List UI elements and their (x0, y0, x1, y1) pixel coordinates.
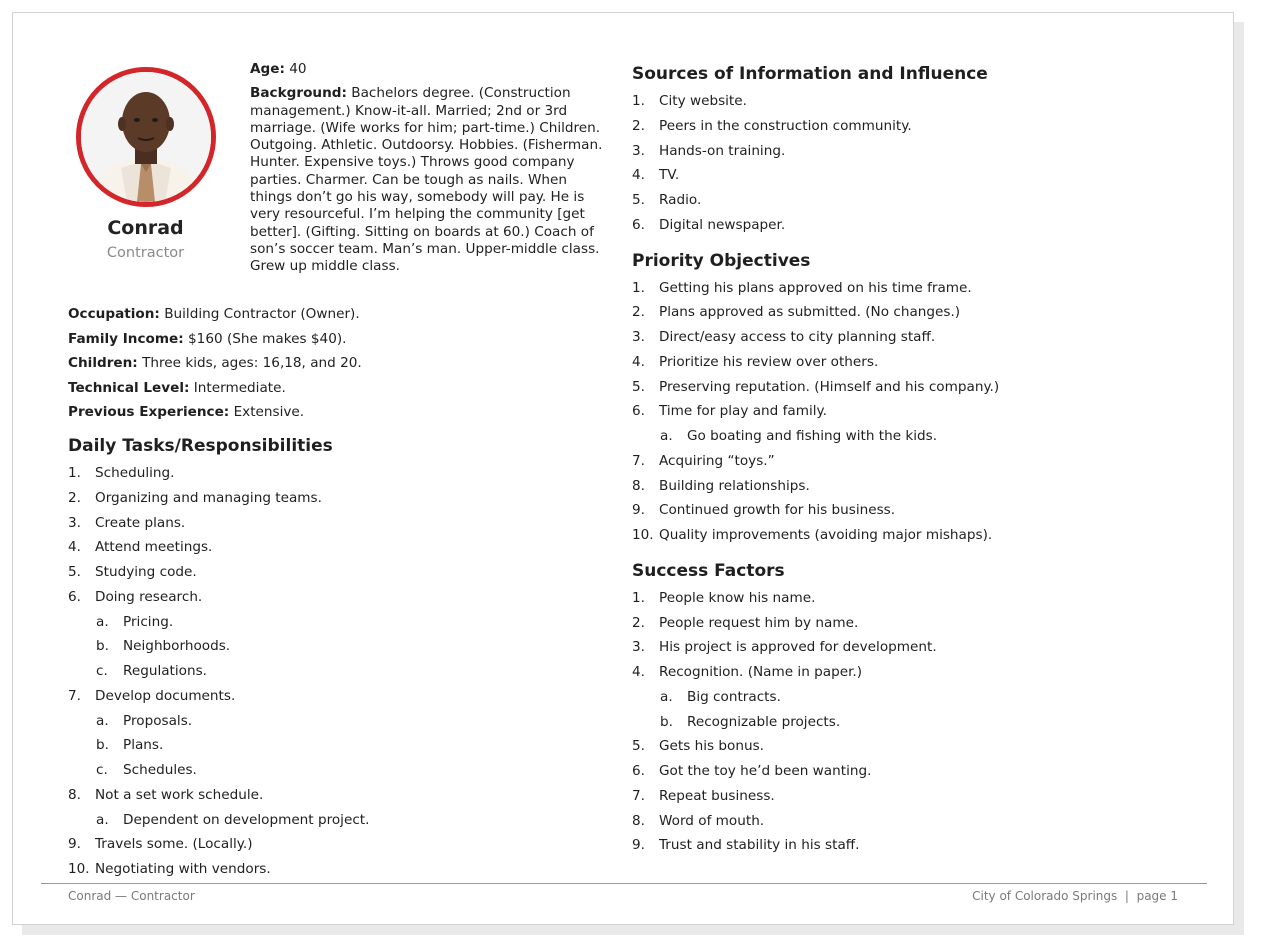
list-item-number: c. (96, 762, 108, 778)
person-photo-icon (76, 67, 216, 207)
list-item (68, 513, 608, 538)
list-item-text: Getting his plans approved on his time frame. (659, 279, 972, 296)
list-item-number: 3. (632, 329, 645, 345)
list-item (632, 278, 1192, 303)
fact-label: Previous Experience: (68, 404, 230, 421)
objectives-section (632, 248, 1192, 550)
list-item-number: 5. (632, 192, 645, 208)
list-item (632, 687, 1192, 712)
list-item-number: c. (96, 663, 108, 679)
list-item-text: Not a set work schedule. (95, 786, 264, 803)
list-item (632, 215, 1192, 240)
list-item (632, 761, 1192, 786)
list-item-text: Building relationships. (659, 477, 810, 494)
list-item (632, 476, 1192, 501)
list-item-text: Schedules. (123, 762, 197, 778)
list-item-number: 10. (632, 527, 654, 543)
success-title: Success Factors (632, 560, 785, 581)
list-item (632, 712, 1192, 737)
list-item-text: Attend meetings. (95, 539, 213, 556)
list-item (632, 588, 1192, 613)
list-item-text: Digital newspaper. (659, 216, 786, 233)
list-item-number: a. (660, 428, 673, 444)
list-item (68, 587, 608, 612)
fact-label: Occupation: (68, 306, 160, 322)
list-item-number: 6. (632, 763, 645, 779)
objectives-title: Priority Objectives (632, 250, 811, 271)
list-item-number: b. (660, 713, 673, 730)
background-text: Bachelors degree. (Construction management.) Know-it-all. Married; 2nd or 3rd marriage. (Wife works for him; part-time.) Children. Outgoing. Athletic. Outdoorsy. Hobbies. (Fisherman. Hunter. Expensive toys.) Throws good company parties. Charmer. Can be tough as nails. When things don’t go his way, somebody will pay. He is very resourceful. I’m helping the community [get better]. (Gifting. Sitting on boards at 60.) Coach of son’s soccer team. Man’s man. Upper-middle class. Grew up middle class. (250, 85, 603, 275)
list-item-number: 10. (68, 861, 90, 877)
list-item-number: 5. (632, 738, 645, 755)
list-item (632, 613, 1192, 638)
list-item-text: Hands-on training. (659, 142, 786, 159)
list-item-text: Recognizable projects. (687, 713, 841, 730)
list-item (632, 500, 1192, 525)
list-item (68, 785, 608, 810)
list-item-text: Acquiring “toys.” (659, 452, 775, 469)
list-item (68, 760, 608, 785)
footer-right: City of Colorado Springs | page 1 (972, 889, 1178, 903)
list-item-text: Word of mouth. (659, 812, 765, 829)
list-item-text: Time for play and family. (659, 403, 827, 420)
fact-value: $160 (She makes $40). (188, 330, 347, 347)
fact-technical-level (68, 378, 608, 403)
list-item-text: People know his name. (659, 589, 816, 606)
list-item-number: 2. (632, 117, 645, 134)
list-item-text: Radio. (659, 192, 702, 208)
list-item-text: Scheduling. (95, 465, 175, 481)
list-item-text: Organizing and managing teams. (95, 489, 322, 506)
background-line (250, 85, 610, 275)
list-item (632, 327, 1192, 352)
list-item-text: Neighborhoods. (123, 638, 231, 655)
daily-tasks-list (68, 463, 608, 884)
footer-left: Conrad — Contractor (68, 889, 195, 903)
list-item (68, 612, 608, 637)
list-item (68, 711, 608, 736)
list-item (632, 377, 1192, 402)
list-item-text: Gets his bonus. (659, 738, 765, 755)
list-item (68, 488, 608, 513)
list-item-text: TV. (659, 167, 680, 184)
list-item-number: 2. (632, 614, 645, 631)
list-item (68, 537, 608, 562)
fact-label: Technical Level: (68, 379, 190, 396)
list-item (68, 562, 608, 587)
persona-role: Contractor (106, 245, 185, 261)
list-item-number: 2. (632, 304, 645, 321)
list-item-text: Big contracts. (687, 688, 781, 705)
fact-label: Children: (68, 355, 138, 372)
list-item-number: 4. (632, 353, 645, 370)
list-item (68, 661, 608, 686)
list-item-number: 9. (632, 502, 645, 519)
list-item-text: Doing research. (95, 588, 203, 605)
list-item-text: City website. (659, 93, 747, 109)
daily-tasks-section (68, 433, 608, 884)
list-item-text: Negotiating with vendors. (95, 861, 271, 877)
list-item-number: 4. (68, 539, 81, 556)
success-list (632, 588, 1192, 860)
list-item-number: 6. (68, 588, 81, 605)
list-item-text: His project is approved for development. (659, 639, 937, 656)
list-item-number: 9. (68, 836, 81, 853)
list-item (632, 835, 1192, 860)
list-item-text: Regulations. (123, 663, 207, 679)
list-item-text: Recognition. (Name in paper.) (659, 664, 863, 680)
age-label: Age: (250, 61, 285, 77)
list-item (68, 810, 608, 835)
list-item-number: 5. (68, 564, 81, 580)
persona-bio (250, 61, 610, 283)
list-item-text: Develop documents. (95, 687, 236, 704)
list-item (632, 662, 1192, 687)
list-item-number: 4. (632, 167, 645, 184)
list-item-number: 7. (632, 452, 645, 469)
list-item (632, 91, 1192, 116)
list-item (632, 811, 1192, 836)
sources-list (632, 91, 1192, 240)
list-item-text: Plans. (123, 737, 164, 754)
list-item-text: Got the toy he’d been wanting. (659, 763, 872, 779)
list-item (632, 786, 1192, 811)
list-item (632, 736, 1192, 761)
list-item (632, 165, 1192, 190)
fact-value: Three kids, ages: 16,18, and 20. (142, 355, 362, 372)
age-value: 40 (289, 61, 307, 77)
list-item-number: a. (96, 811, 109, 828)
sources-title: Sources of Information and Influence (632, 64, 988, 84)
fact-value: Building Contractor (Owner). (164, 306, 360, 322)
sources-section (632, 61, 1192, 240)
list-item-number: b. (96, 737, 109, 754)
right-column (632, 61, 1192, 868)
list-item-number: 4. (632, 664, 645, 680)
list-item-number: 1. (632, 93, 645, 109)
persona-page (12, 12, 1234, 925)
list-item-text: People request him by name. (659, 614, 859, 631)
list-item (68, 735, 608, 760)
list-item-number: 7. (68, 687, 81, 704)
list-item-number: 8. (632, 477, 645, 494)
list-item-number: 9. (632, 837, 645, 854)
fact-children (68, 353, 608, 378)
list-item-text: Go boating and fishing with the kids. (687, 428, 938, 444)
list-item-number: 3. (68, 514, 81, 531)
daily-tasks-title: Daily Tasks/Responsibilities (68, 436, 333, 456)
persona-header (68, 67, 223, 261)
fact-label: Family Income: (68, 330, 184, 347)
list-item (632, 190, 1192, 215)
fact-family-income (68, 329, 608, 354)
list-item-number: 6. (632, 216, 645, 233)
list-item-text: Prioritize his review over others. (659, 353, 879, 370)
list-item-number: 5. (632, 378, 645, 395)
list-item-text: Proposals. (123, 712, 193, 729)
list-item-text: Pricing. (123, 613, 174, 630)
persona-facts (68, 304, 608, 427)
list-item-number: b. (96, 638, 109, 655)
list-item-number: 3. (632, 142, 645, 159)
success-section (632, 558, 1192, 860)
footer-divider (41, 883, 1207, 884)
list-item-number: a. (660, 688, 673, 705)
objectives-list (632, 278, 1192, 550)
list-item-number: 8. (632, 812, 645, 829)
list-item (632, 637, 1192, 662)
list-item-number: 1. (632, 279, 645, 296)
list-item-text: Peers in the construction community. (659, 117, 912, 134)
list-item-text: Trust and stability in his staff. (659, 837, 860, 854)
list-item-number: a. (96, 712, 109, 729)
list-item (632, 525, 1192, 550)
list-item-number: 6. (632, 403, 645, 420)
list-item (632, 116, 1192, 141)
list-item (632, 401, 1192, 426)
list-item-text: Repeat business. (659, 787, 775, 804)
persona-name: Conrad (107, 217, 184, 239)
fact-occupation (68, 304, 608, 329)
list-item-text: Travels some. (Locally.) (95, 836, 253, 853)
fact-previous-experience (68, 402, 608, 427)
list-item-text: Direct/easy access to city planning staff. (659, 329, 936, 345)
list-item-number: 7. (632, 787, 645, 804)
list-item-number: 1. (68, 465, 81, 481)
list-item-text: Dependent on development project. (123, 811, 370, 828)
list-item-text: Studying code. (95, 564, 197, 580)
list-item-text: Plans approved as submitted. (No changes.) (659, 304, 961, 321)
list-item (68, 859, 608, 884)
list-item-number: a. (96, 613, 109, 630)
list-item-number: 8. (68, 786, 81, 803)
fact-value: Intermediate. (193, 379, 286, 396)
list-item (632, 141, 1192, 166)
list-item (632, 426, 1192, 451)
background-label: Background: (250, 85, 347, 102)
list-item (632, 352, 1192, 377)
fact-value: Extensive. (233, 404, 305, 421)
list-item (632, 302, 1192, 327)
list-item-text: Create plans. (95, 514, 186, 531)
list-item (632, 451, 1192, 476)
list-item (68, 463, 608, 488)
list-item (68, 686, 608, 711)
list-item (68, 834, 608, 859)
list-item-text: Continued growth for his business. (659, 502, 896, 519)
list-item-number: 1. (632, 589, 645, 606)
list-item-number: 3. (632, 639, 645, 656)
list-item-text: Preserving reputation. (Himself and his company.) (659, 378, 1000, 395)
list-item-text: Quality improvements (avoiding major mishaps). (659, 527, 993, 543)
age-line (250, 61, 610, 78)
list-item-number: 2. (68, 489, 81, 506)
list-item (68, 636, 608, 661)
